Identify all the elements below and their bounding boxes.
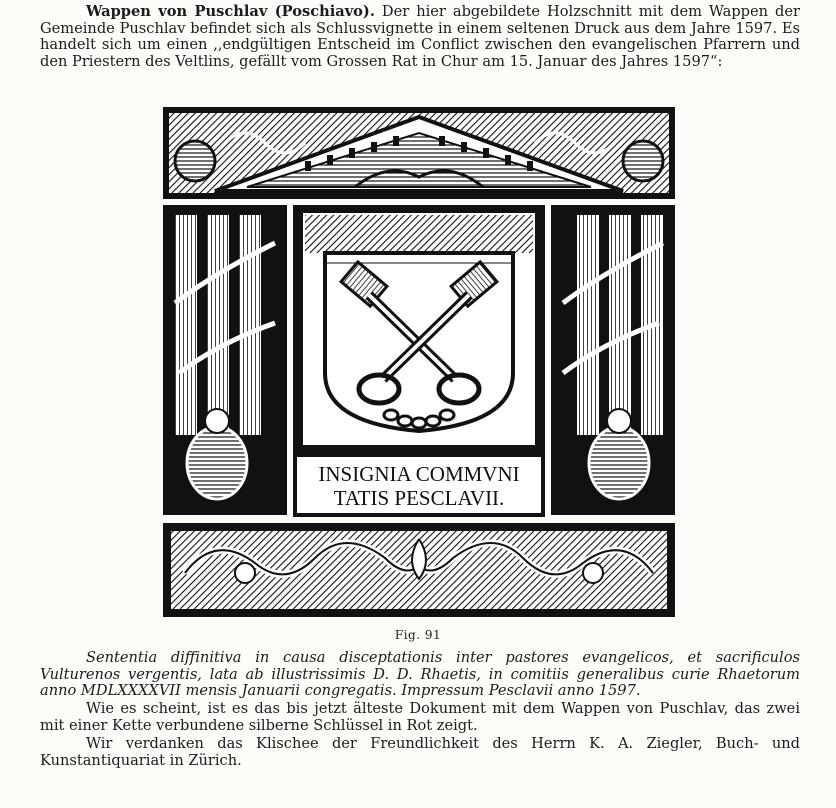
right-column	[551, 205, 675, 515]
inscription-panel	[293, 453, 545, 517]
woodcut-illustration	[155, 103, 683, 619]
left-column	[163, 205, 287, 515]
inscription-line-2: TATIS PESCLAVII.	[333, 486, 505, 510]
latin-title: Sententia diffinitiva in causa disceptationis inter pastores evangelicos, et sacrificulos Vulturenos vergentis, lata ab illustrissimis D. D. Rhaetis, in comitiis generalibus curie Rhaetorum anno MDLXXXXVII mensis Januarii congregatis. Impressum Pesclavii anno 1597.	[40, 649, 800, 700]
intro-paragraph	[40, 4, 800, 70]
ornamental-frieze	[163, 523, 675, 617]
coat-of-arms	[293, 205, 545, 453]
paragraph-3: Wir verdanken das Klischee der Freundlichkeit des Herrn K. A. Ziegler, Buch- und Kunstantiquariat in Zürich.	[40, 735, 800, 769]
intro-text: Der hier abgebildete Holzschnitt mit dem Wappen der Gemeinde Puschlav befindet sich als Schlussvignette in einem seltenen Druck aus dem Jahre 1597. Es handelt sich um einen ,,endgültigen Entscheid im Conflict zwischen den evangelischen Pfarrern und den Priestern des Veltlins, gefällt vom Grossen Rat in Chur am 15. Januar des Jahres 1597“:	[40, 3, 801, 70]
entry-heading: Wappen von Puschlav (Poschiavo).	[86, 3, 375, 20]
inscription-line-1: INSIGNIA COMMVNI	[318, 462, 520, 486]
figure-caption: Fig. 91	[394, 628, 442, 642]
paragraph-2: Wie es scheint, ist es das bis jetzt älteste Dokument mit dem Wappen von Puschlav, das zwei mit einer Kette verbundene silberne Schlüssel in Rot zeigt.	[40, 700, 800, 734]
pediment	[163, 107, 675, 199]
